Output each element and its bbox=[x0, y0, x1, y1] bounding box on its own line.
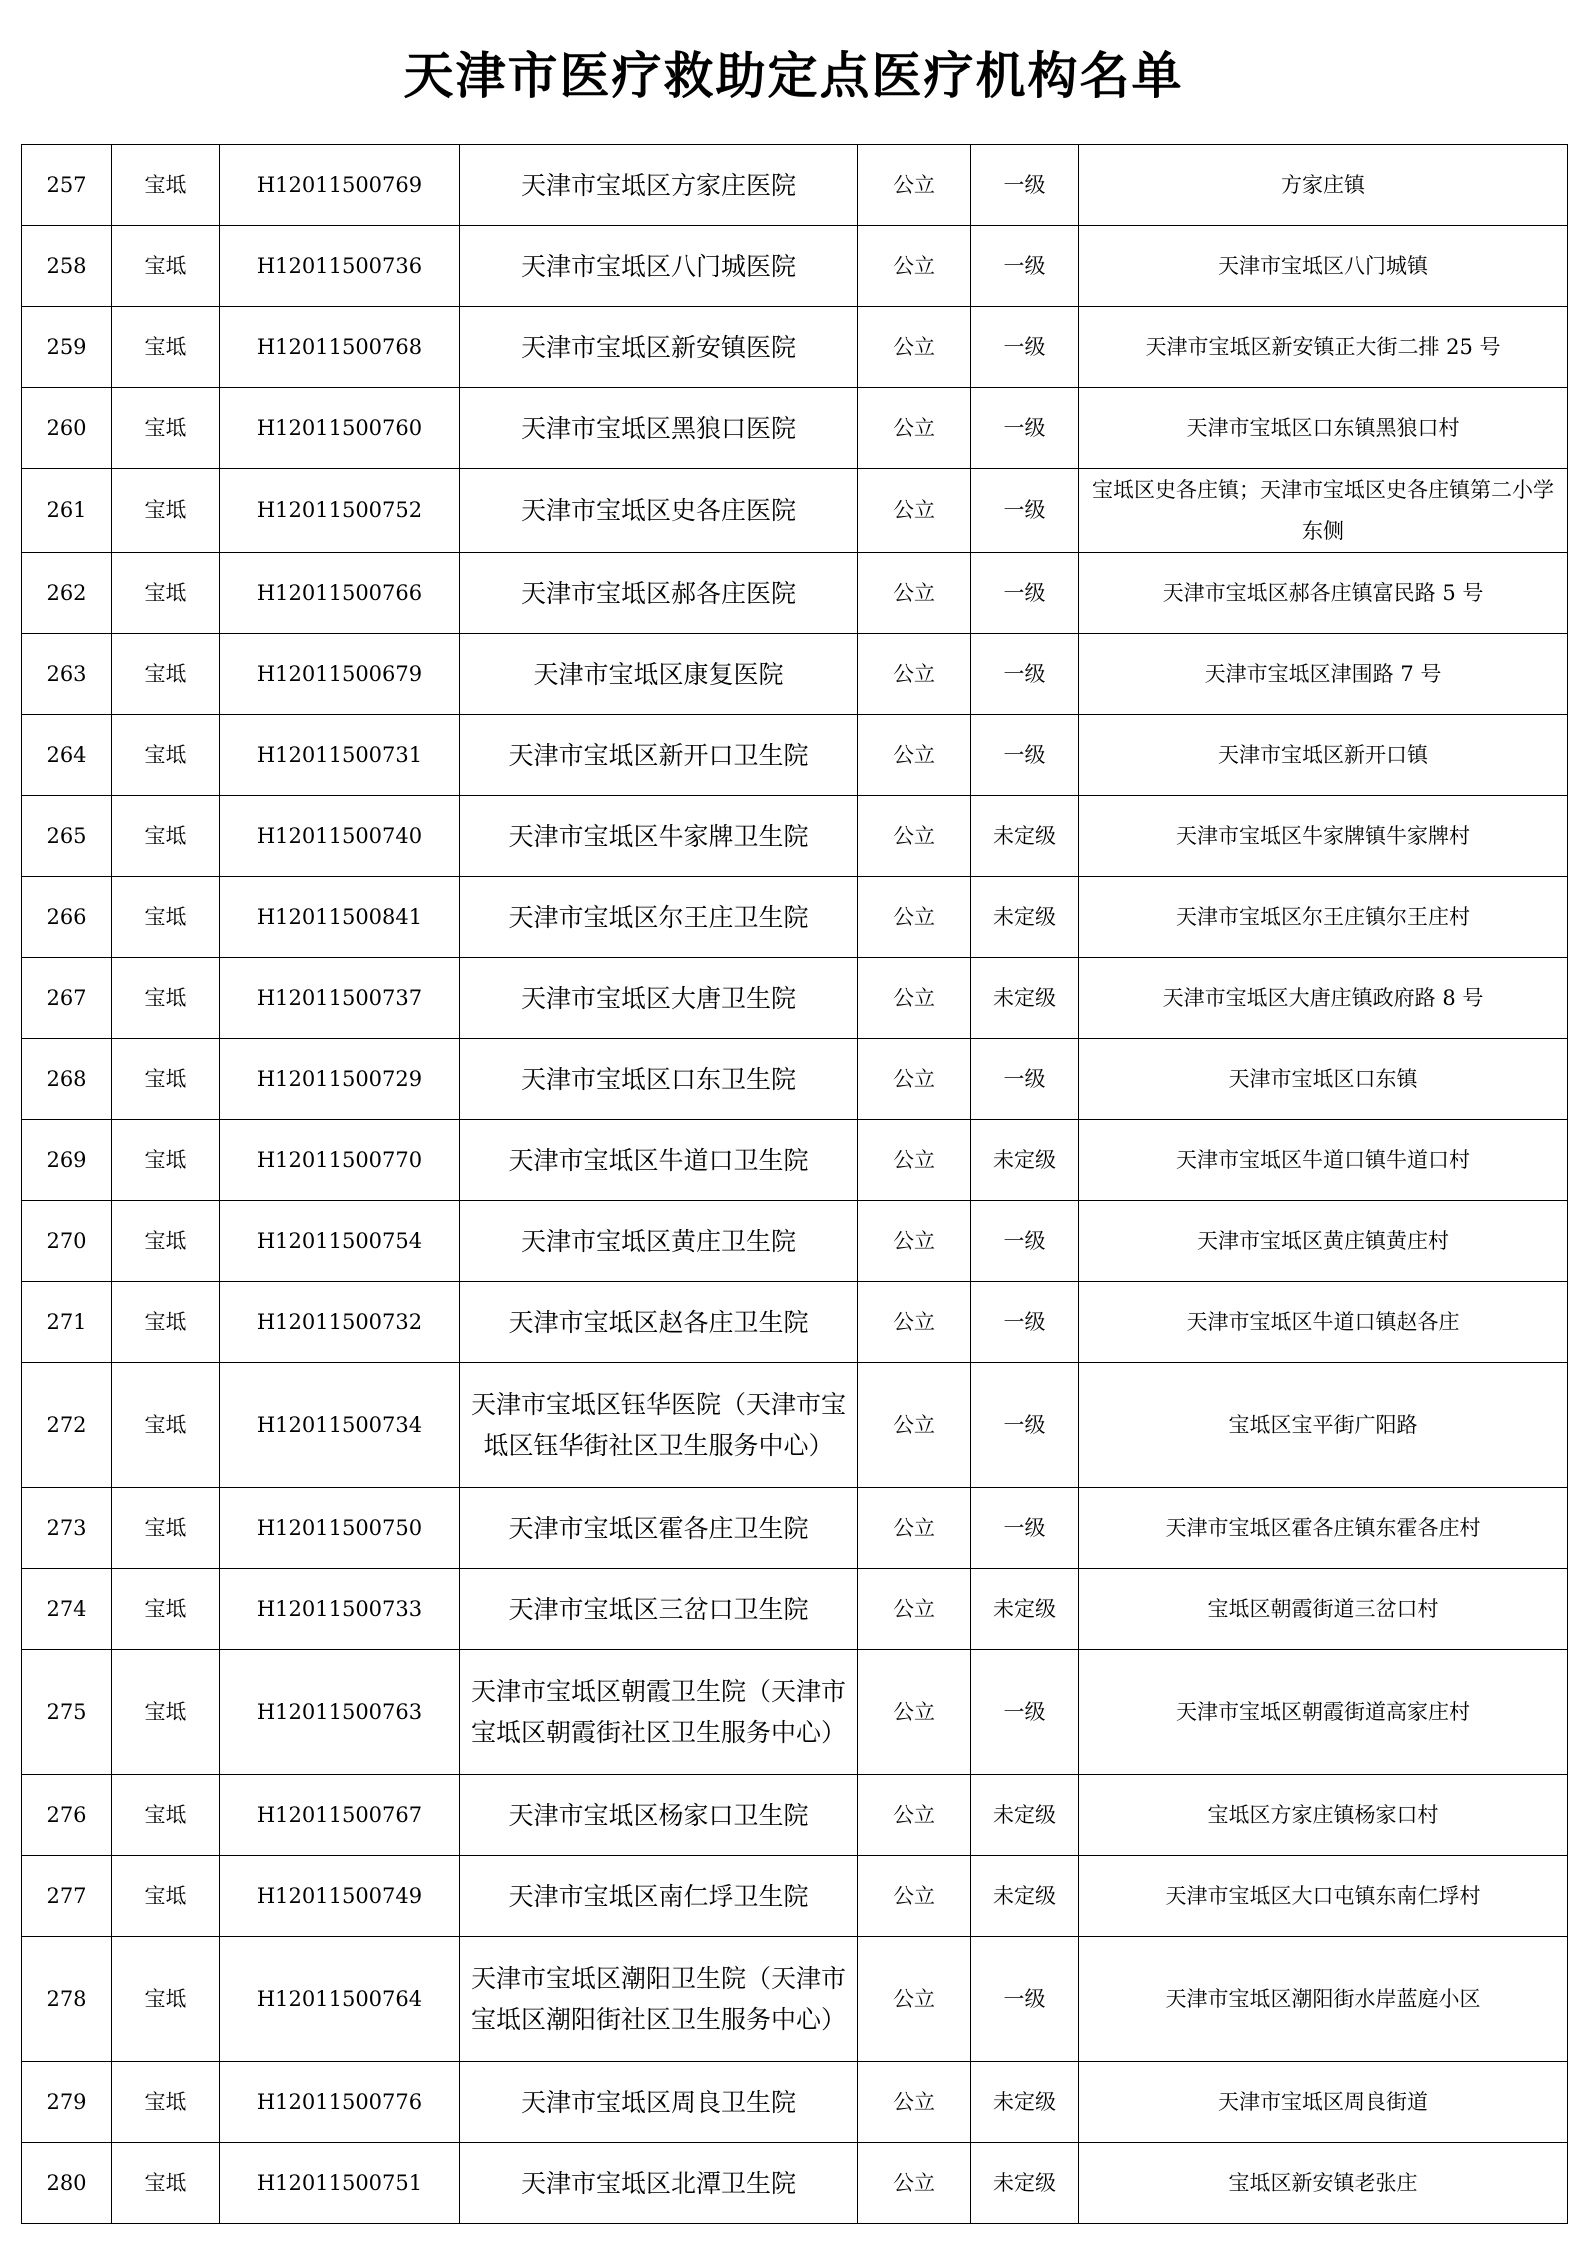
hospital-level-cell: 一级 bbox=[971, 715, 1079, 796]
hospital-level-cell: 未定级 bbox=[971, 1569, 1079, 1650]
table-row bbox=[22, 2062, 1568, 2143]
institution-code-cell: H12011500766 bbox=[220, 553, 460, 634]
page-title: 天津市医疗救助定点医疗机构名单 bbox=[403, 47, 1184, 105]
district-cell: 宝坻 bbox=[112, 1282, 220, 1363]
table-row bbox=[22, 469, 1568, 553]
hospital-level-cell: 未定级 bbox=[971, 2143, 1079, 2224]
address-cell: 天津市宝坻区口东镇黑狼口村 bbox=[1079, 388, 1568, 469]
institution-name-cell: 天津市宝坻区尔王庄卫生院 bbox=[460, 877, 858, 958]
row-number: 266 bbox=[22, 877, 112, 958]
hospital-level-cell: 未定级 bbox=[971, 958, 1079, 1039]
district-cell: 宝坻 bbox=[112, 715, 220, 796]
table-row bbox=[22, 1282, 1568, 1363]
ownership-type-cell: 公立 bbox=[858, 553, 971, 634]
table-row bbox=[22, 1775, 1568, 1856]
row-number: 265 bbox=[22, 796, 112, 877]
address-cell: 宝坻区朝霞街道三岔口村 bbox=[1079, 1569, 1568, 1650]
address-cell: 天津市宝坻区牛道口镇牛道口村 bbox=[1079, 1120, 1568, 1201]
institution-code-cell: H12011500768 bbox=[220, 307, 460, 388]
hospital-level-cell: 一级 bbox=[971, 388, 1079, 469]
row-number: 272 bbox=[22, 1363, 112, 1488]
institution-name-cell: 天津市宝坻区周良卫生院 bbox=[460, 2062, 858, 2143]
hospital-level-cell: 未定级 bbox=[971, 2062, 1079, 2143]
table-row bbox=[22, 1937, 1568, 2062]
row-number: 269 bbox=[22, 1120, 112, 1201]
hospital-level-cell: 未定级 bbox=[971, 1856, 1079, 1937]
hospital-level-cell: 一级 bbox=[971, 634, 1079, 715]
ownership-type-cell: 公立 bbox=[858, 1282, 971, 1363]
institution-name-cell: 天津市宝坻区潮阳卫生院（天津市宝坻区潮阳街社区卫生服务中心） bbox=[460, 1937, 858, 2062]
hospital-level-cell: 一级 bbox=[971, 145, 1079, 226]
institution-name-cell: 天津市宝坻区牛家牌卫生院 bbox=[460, 796, 858, 877]
ownership-type-cell: 公立 bbox=[858, 307, 971, 388]
district-cell: 宝坻 bbox=[112, 1856, 220, 1937]
row-number: 271 bbox=[22, 1282, 112, 1363]
institution-name-cell: 天津市宝坻区三岔口卫生院 bbox=[460, 1569, 858, 1650]
ownership-type-cell: 公立 bbox=[858, 1488, 971, 1569]
ownership-type-cell: 公立 bbox=[858, 1039, 971, 1120]
table-row bbox=[22, 388, 1568, 469]
row-number: 278 bbox=[22, 1937, 112, 2062]
ownership-type-cell: 公立 bbox=[858, 1120, 971, 1201]
institution-code-cell: H12011500754 bbox=[220, 1201, 460, 1282]
institution-code-cell: H12011500732 bbox=[220, 1282, 460, 1363]
institution-code-cell: H12011500734 bbox=[220, 1363, 460, 1488]
district-cell: 宝坻 bbox=[112, 1488, 220, 1569]
ownership-type-cell: 公立 bbox=[858, 1856, 971, 1937]
institution-code-cell: H12011500769 bbox=[220, 145, 460, 226]
institution-name-cell: 天津市宝坻区黄庄卫生院 bbox=[460, 1201, 858, 1282]
address-cell: 天津市宝坻区郝各庄镇富民路 5 号 bbox=[1079, 553, 1568, 634]
ownership-type-cell: 公立 bbox=[858, 1650, 971, 1775]
district-cell: 宝坻 bbox=[112, 1569, 220, 1650]
institution-code-cell: H12011500749 bbox=[220, 1856, 460, 1937]
address-cell: 天津市宝坻区大口屯镇东南仁垺村 bbox=[1079, 1856, 1568, 1937]
address-cell: 天津市宝坻区八门城镇 bbox=[1079, 226, 1568, 307]
hospital-level-cell: 一级 bbox=[971, 469, 1079, 553]
table-row bbox=[22, 1569, 1568, 1650]
institution-code-cell: H12011500760 bbox=[220, 388, 460, 469]
row-number: 259 bbox=[22, 307, 112, 388]
district-cell: 宝坻 bbox=[112, 1363, 220, 1488]
district-cell: 宝坻 bbox=[112, 307, 220, 388]
institution-code-cell: H12011500752 bbox=[220, 469, 460, 553]
hospital-level-cell: 一级 bbox=[971, 1937, 1079, 2062]
institution-name-cell: 天津市宝坻区南仁垺卫生院 bbox=[460, 1856, 858, 1937]
ownership-type-cell: 公立 bbox=[858, 634, 971, 715]
institution-code-cell: H12011500729 bbox=[220, 1039, 460, 1120]
row-number: 273 bbox=[22, 1488, 112, 1569]
institution-name-cell: 天津市宝坻区新开口卫生院 bbox=[460, 715, 858, 796]
district-cell: 宝坻 bbox=[112, 553, 220, 634]
row-number: 263 bbox=[22, 634, 112, 715]
ownership-type-cell: 公立 bbox=[858, 1569, 971, 1650]
institution-name-cell: 天津市宝坻区史各庄医院 bbox=[460, 469, 858, 553]
ownership-type-cell: 公立 bbox=[858, 2143, 971, 2224]
table-row bbox=[22, 634, 1568, 715]
district-cell: 宝坻 bbox=[112, 958, 220, 1039]
address-cell: 天津市宝坻区潮阳街水岸蓝庭小区 bbox=[1079, 1937, 1568, 2062]
institution-name-cell: 天津市宝坻区钰华医院（天津市宝坻区钰华街社区卫生服务中心） bbox=[460, 1363, 858, 1488]
hospital-level-cell: 未定级 bbox=[971, 1775, 1079, 1856]
address-cell: 天津市宝坻区新安镇正大街二排 25 号 bbox=[1079, 307, 1568, 388]
institution-name-cell: 天津市宝坻区郝各庄医院 bbox=[460, 553, 858, 634]
institution-code-cell: H12011500736 bbox=[220, 226, 460, 307]
hospital-level-cell: 未定级 bbox=[971, 1120, 1079, 1201]
row-number: 274 bbox=[22, 1569, 112, 1650]
district-cell: 宝坻 bbox=[112, 2143, 220, 2224]
table-row bbox=[22, 1650, 1568, 1775]
row-number: 264 bbox=[22, 715, 112, 796]
address-cell: 天津市宝坻区大唐庄镇政府路 8 号 bbox=[1079, 958, 1568, 1039]
table-row bbox=[22, 877, 1568, 958]
table-row bbox=[22, 715, 1568, 796]
institution-code-cell: H12011500750 bbox=[220, 1488, 460, 1569]
table-row bbox=[22, 2143, 1568, 2224]
row-number: 268 bbox=[22, 1039, 112, 1120]
table-row bbox=[22, 553, 1568, 634]
table-row bbox=[22, 145, 1568, 226]
address-cell: 天津市宝坻区朝霞街道高家庄村 bbox=[1079, 1650, 1568, 1775]
ownership-type-cell: 公立 bbox=[858, 1775, 971, 1856]
institution-name-cell: 天津市宝坻区霍各庄卫生院 bbox=[460, 1488, 858, 1569]
district-cell: 宝坻 bbox=[112, 796, 220, 877]
institution-code-cell: H12011500737 bbox=[220, 958, 460, 1039]
row-number: 275 bbox=[22, 1650, 112, 1775]
hospital-level-cell: 一级 bbox=[971, 1282, 1079, 1363]
hospital-level-cell: 一级 bbox=[971, 307, 1079, 388]
table-row bbox=[22, 307, 1568, 388]
table-row bbox=[22, 1039, 1568, 1120]
row-number: 257 bbox=[22, 145, 112, 226]
ownership-type-cell: 公立 bbox=[858, 2062, 971, 2143]
ownership-type-cell: 公立 bbox=[858, 715, 971, 796]
ownership-type-cell: 公立 bbox=[858, 1201, 971, 1282]
hospital-level-cell: 一级 bbox=[971, 1201, 1079, 1282]
district-cell: 宝坻 bbox=[112, 388, 220, 469]
district-cell: 宝坻 bbox=[112, 145, 220, 226]
institution-name-cell: 天津市宝坻区朝霞卫生院（天津市宝坻区朝霞街社区卫生服务中心） bbox=[460, 1650, 858, 1775]
institution-name-cell: 天津市宝坻区新安镇医院 bbox=[460, 307, 858, 388]
institution-name-cell: 天津市宝坻区北潭卫生院 bbox=[460, 2143, 858, 2224]
institution-code-cell: H12011500776 bbox=[220, 2062, 460, 2143]
institution-code-cell: H12011500679 bbox=[220, 634, 460, 715]
row-number: 270 bbox=[22, 1201, 112, 1282]
row-number: 260 bbox=[22, 388, 112, 469]
address-cell: 宝坻区宝平街广阳路 bbox=[1079, 1363, 1568, 1488]
ownership-type-cell: 公立 bbox=[858, 469, 971, 553]
institution-code-cell: H12011500767 bbox=[220, 1775, 460, 1856]
hospital-level-cell: 一级 bbox=[971, 1039, 1079, 1120]
institution-code-cell: H12011500770 bbox=[220, 1120, 460, 1201]
district-cell: 宝坻 bbox=[112, 1650, 220, 1775]
institution-name-cell: 天津市宝坻区大唐卫生院 bbox=[460, 958, 858, 1039]
table-row bbox=[22, 1201, 1568, 1282]
hospital-level-cell: 一级 bbox=[971, 1363, 1079, 1488]
hospital-level-cell: 未定级 bbox=[971, 796, 1079, 877]
ownership-type-cell: 公立 bbox=[858, 958, 971, 1039]
institution-code-cell: H12011500740 bbox=[220, 796, 460, 877]
row-number: 267 bbox=[22, 958, 112, 1039]
ownership-type-cell: 公立 bbox=[858, 1363, 971, 1488]
table-row bbox=[22, 1363, 1568, 1488]
ownership-type-cell: 公立 bbox=[858, 145, 971, 226]
hospital-level-cell: 一级 bbox=[971, 1650, 1079, 1775]
institution-code-cell: H12011500751 bbox=[220, 2143, 460, 2224]
ownership-type-cell: 公立 bbox=[858, 388, 971, 469]
table-row bbox=[22, 796, 1568, 877]
row-number: 280 bbox=[22, 2143, 112, 2224]
institution-code-cell: H12011500763 bbox=[220, 1650, 460, 1775]
row-number: 261 bbox=[22, 469, 112, 553]
institution-code-cell: H12011500733 bbox=[220, 1569, 460, 1650]
address-cell: 宝坻区史各庄镇；天津市宝坻区史各庄镇第二小学东侧 bbox=[1079, 469, 1568, 553]
address-cell: 天津市宝坻区新开口镇 bbox=[1079, 715, 1568, 796]
ownership-type-cell: 公立 bbox=[858, 226, 971, 307]
institution-code-cell: H12011500731 bbox=[220, 715, 460, 796]
institution-table bbox=[21, 144, 1568, 2224]
institution-name-cell: 天津市宝坻区方家庄医院 bbox=[460, 145, 858, 226]
row-number: 277 bbox=[22, 1856, 112, 1937]
row-number: 279 bbox=[22, 2062, 112, 2143]
address-cell: 天津市宝坻区牛道口镇赵各庄 bbox=[1079, 1282, 1568, 1363]
institution-name-cell: 天津市宝坻区八门城医院 bbox=[460, 226, 858, 307]
institution-name-cell: 天津市宝坻区牛道口卫生院 bbox=[460, 1120, 858, 1201]
district-cell: 宝坻 bbox=[112, 226, 220, 307]
address-cell: 天津市宝坻区黄庄镇黄庄村 bbox=[1079, 1201, 1568, 1282]
district-cell: 宝坻 bbox=[112, 2062, 220, 2143]
district-cell: 宝坻 bbox=[112, 1201, 220, 1282]
institution-name-cell: 天津市宝坻区杨家口卫生院 bbox=[460, 1775, 858, 1856]
institution-name-cell: 天津市宝坻区康复医院 bbox=[460, 634, 858, 715]
row-number: 276 bbox=[22, 1775, 112, 1856]
ownership-type-cell: 公立 bbox=[858, 796, 971, 877]
table-row bbox=[22, 1856, 1568, 1937]
address-cell: 天津市宝坻区尔王庄镇尔王庄村 bbox=[1079, 877, 1568, 958]
institution-code-cell: H12011500841 bbox=[220, 877, 460, 958]
address-cell: 宝坻区新安镇老张庄 bbox=[1079, 2143, 1568, 2224]
address-cell: 宝坻区方家庄镇杨家口村 bbox=[1079, 1775, 1568, 1856]
district-cell: 宝坻 bbox=[112, 877, 220, 958]
hospital-level-cell: 一级 bbox=[971, 553, 1079, 634]
institution-name-cell: 天津市宝坻区口东卫生院 bbox=[460, 1039, 858, 1120]
address-cell: 天津市宝坻区口东镇 bbox=[1079, 1039, 1568, 1120]
institution-name-cell: 天津市宝坻区赵各庄卫生院 bbox=[460, 1282, 858, 1363]
row-number: 258 bbox=[22, 226, 112, 307]
district-cell: 宝坻 bbox=[112, 1937, 220, 2062]
district-cell: 宝坻 bbox=[112, 634, 220, 715]
district-cell: 宝坻 bbox=[112, 1775, 220, 1856]
address-cell: 方家庄镇 bbox=[1079, 145, 1568, 226]
table-row bbox=[22, 226, 1568, 307]
address-cell: 天津市宝坻区霍各庄镇东霍各庄村 bbox=[1079, 1488, 1568, 1569]
table-row bbox=[22, 1120, 1568, 1201]
address-cell: 天津市宝坻区周良街道 bbox=[1079, 2062, 1568, 2143]
table-row bbox=[22, 1488, 1568, 1569]
hospital-level-cell: 一级 bbox=[971, 1488, 1079, 1569]
table-row bbox=[22, 958, 1568, 1039]
district-cell: 宝坻 bbox=[112, 1120, 220, 1201]
hospital-level-cell: 一级 bbox=[971, 226, 1079, 307]
ownership-type-cell: 公立 bbox=[858, 877, 971, 958]
ownership-type-cell: 公立 bbox=[858, 1937, 971, 2062]
hospital-level-cell: 未定级 bbox=[971, 877, 1079, 958]
institution-name-cell: 天津市宝坻区黑狼口医院 bbox=[460, 388, 858, 469]
district-cell: 宝坻 bbox=[112, 469, 220, 553]
address-cell: 天津市宝坻区津围路 7 号 bbox=[1079, 634, 1568, 715]
row-number: 262 bbox=[22, 553, 112, 634]
institution-code-cell: H12011500764 bbox=[220, 1937, 460, 2062]
district-cell: 宝坻 bbox=[112, 1039, 220, 1120]
address-cell: 天津市宝坻区牛家牌镇牛家牌村 bbox=[1079, 796, 1568, 877]
table-body bbox=[22, 145, 1568, 2224]
